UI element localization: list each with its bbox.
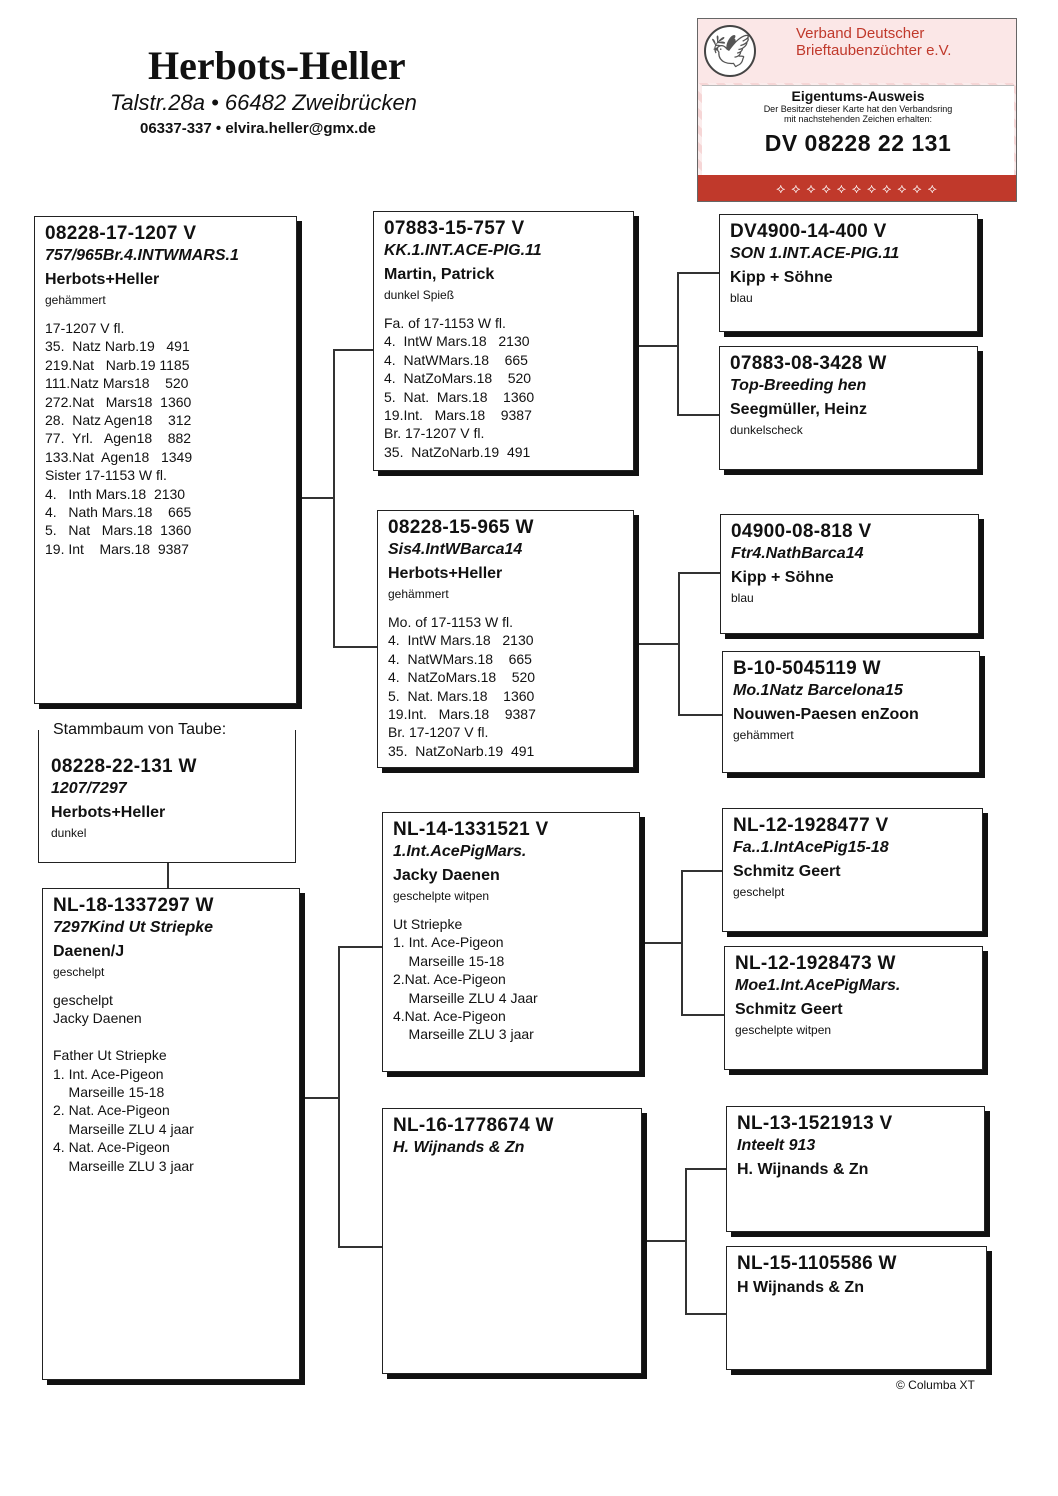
father-notes: 17-1207 V fl. 35. Natz Narb.19 491 219.Nat Narb.19 1185 111.Natz Mars18 520 272.Nat Mars18 1360 28. Natz Agen18 312 77. Yrl. Agen18 882 133.Nat Agen18 1349 Sister 17-1153 W fl. 4. Inth Mars.18 2130 4. Nath Mars.18 665 5. Nat Mars.18 1360 19. Int Mars.18 9387 (45, 320, 193, 557)
father-box (34, 216, 297, 704)
mm-ring: NL-16-1778674 W (393, 1115, 554, 1136)
connector (333, 349, 335, 647)
breeder-contact: 06337-337 • elvira.heller@gmx.de (140, 120, 376, 137)
connector (640, 942, 682, 944)
mfm-box (724, 946, 983, 1070)
subject-ring: 08228-22-131 W (51, 756, 197, 777)
card-text-line1: Der Besitzer dieser Karte hat den Verbandsring (763, 104, 953, 114)
bird-icon: 🕊 (710, 33, 751, 69)
mf-color: geschelpte witpen (393, 889, 490, 903)
mfm-owner: Schmitz Geert (735, 1001, 843, 1018)
mother-father-box (382, 812, 640, 1072)
fmf-ring: 04900-08-818 V (731, 521, 872, 542)
mf-notes: Ut Striepke 1. Int. Ace-Pigeon Marseille 15-18 2.Nat. Ace-Pigeon Marseille ZLU 4 Jaar 4.Nat. Ace-Pigeon Marseille ZLU 3 jaar (393, 916, 538, 1043)
subject-color: dunkel (51, 826, 87, 840)
bird-logo (704, 25, 756, 77)
mmf-box (726, 1106, 985, 1232)
fff-color: blau (730, 291, 753, 305)
fmm-title: Mo.1Natz Barcelona15 (733, 682, 903, 699)
card-header (698, 19, 1016, 83)
connector (678, 714, 722, 716)
mf-ring: NL-14-1331521 V (393, 819, 549, 840)
father-ring: 08228-17-1207 V (45, 223, 197, 244)
connector (338, 946, 340, 1247)
connector (333, 646, 377, 648)
father-title: 757/965Br.4.INTWMARS.1 (45, 247, 239, 264)
fmf-owner: Kipp + Söhne (731, 569, 834, 586)
ff-owner: Martin, Patrick (384, 266, 495, 283)
connector (677, 272, 722, 274)
fmf-box (720, 514, 979, 634)
mother-ring: NL-18-1337297 W (53, 895, 214, 916)
connector (167, 863, 169, 888)
father-color: gehämmert (45, 293, 106, 307)
fmm-box (722, 651, 980, 773)
ffm-owner: Seegmüller, Heinz (730, 401, 867, 418)
connector (678, 572, 680, 715)
subject-title: 1207/7297 (51, 780, 127, 797)
fmm-color: gehämmert (733, 728, 794, 742)
connector (642, 1240, 686, 1242)
connector (685, 1168, 726, 1170)
mfm-title: Moe1.Int.AcePigMars. (735, 977, 901, 994)
fm-color: gehämmert (388, 587, 449, 601)
ff-title: KK.1.INT.ACE-PIG.11 (384, 242, 542, 259)
ffm-box (719, 346, 978, 470)
subject-owner: Herbots+Heller (51, 804, 166, 821)
connector (677, 414, 719, 416)
card-body (702, 85, 1014, 177)
connector (297, 497, 334, 499)
card-organization (796, 25, 951, 59)
mmm-owner: H Wijnands & Zn (737, 1279, 864, 1296)
ff-color: dunkel Spieß (384, 288, 455, 302)
card-number: DV 08228 22 131 (764, 130, 952, 156)
mother-box (42, 888, 300, 1380)
ffm-ring: 07883-08-3428 W (730, 353, 887, 374)
fmf-title: Ftr4.NathBarca14 (731, 545, 864, 562)
connector (333, 349, 373, 351)
mff-ring: NL-12-1928477 V (733, 815, 889, 836)
father-mother-box (377, 510, 634, 768)
fm-notes: Mo. of 17-1153 W fl. 4. IntW Mars.18 2130 4. NatWMars.18 665 4. NatZoMars.18 520 5. Nat. Mars.18 1360 19.Int. Mars.18 9387 Br. 17-1207 V fl. 35. NatZoNarb.19 491 (388, 614, 536, 759)
connector (634, 345, 678, 347)
fmm-owner: Nouwen-Paesen enZoon (733, 706, 919, 723)
ffm-title: Top-Breeding hen (730, 377, 867, 394)
card-text-line2: mit nachstehenden Zeichen erhalten: (783, 114, 933, 124)
card-title: Eigentums-Ausweis (791, 88, 925, 104)
mother-owner: Daenen/J (53, 943, 125, 960)
fm-ring: 08228-15-965 W (388, 517, 534, 538)
breeder-address: Talstr.28a • 66482 Zweibrücken (110, 90, 417, 115)
mff-title: Fa..1.IntAcePig15-18 (733, 839, 889, 856)
mmm-box (726, 1246, 987, 1370)
breeder-name: Herbots-Heller (148, 43, 406, 88)
connector (681, 870, 683, 1015)
connector (681, 1014, 724, 1016)
mmm-ring: NL-15-1105586 W (737, 1253, 897, 1274)
mf-title: 1.Int.AcePigMars. (393, 843, 527, 860)
mff-box (722, 808, 983, 932)
mf-owner: Jacky Daenen (393, 867, 500, 884)
father-father-box (373, 211, 634, 471)
connector (338, 1246, 382, 1248)
mmf-ring: NL-13-1521913 V (737, 1113, 893, 1134)
ff-ring: 07883-15-757 V (384, 218, 525, 239)
subject-box (38, 721, 296, 863)
connector (338, 946, 382, 948)
ff-notes: Fa. of 17-1153 W fl. 4. IntW Mars.18 2130 4. NatWMars.18 665 4. NatZoMars.18 520 5. Nat. Mars.18 1360 19.Int. Mars.18 9387 Br. 17-1207 V fl. 35. NatZoNarb.19 491 (384, 315, 535, 460)
footer-credit: © Columba XT (896, 1378, 975, 1392)
connector (300, 1097, 339, 1099)
fmf-color: blau (731, 591, 754, 605)
card-org-line2: Brieftaubenzüchter e.V. (796, 42, 952, 59)
mother-mother-box (382, 1108, 642, 1374)
connector (681, 870, 722, 872)
mother-notes: geschelpt Jacky Daenen Father Ut Striepke 1. Int. Ace-Pigeon Marseille 15-18 2. Nat. Ace-Pigeon Marseille ZLU 4 jaar 4. Nat. Ace-Pigeon Marseille ZLU 3 jaar (53, 992, 194, 1174)
fmm-ring: B-10-5045119 W (733, 658, 881, 679)
fff-title: SON 1.INT.ACE-PIG.11 (730, 245, 900, 262)
mm-owner: H. Wijnands & Zn (393, 1139, 525, 1156)
card-org-line1: Verband Deutscher (796, 25, 925, 42)
fff-ring: DV4900-14-400 V (730, 221, 887, 242)
mmf-owner: H. Wijnands & Zn (737, 1161, 869, 1178)
connector (634, 643, 679, 645)
ffm-color: dunkelscheck (730, 423, 803, 437)
mfm-ring: NL-12-1928473 W (735, 953, 896, 974)
mmf-title: Inteelt 913 (737, 1137, 816, 1154)
pedigree-label: Stammbaum von Taube: (47, 721, 232, 739)
connector (677, 272, 679, 415)
connector (678, 572, 720, 574)
fm-owner: Herbots+Heller (388, 565, 503, 582)
mfm-color: geschelpte witpen (735, 1023, 832, 1037)
card-pattern-band: ⟡ ⟡ ⟡ ⟡ ⟡ ⟡ ⟡ ⟡ ⟡ ⟡ ⟡ (698, 175, 1016, 201)
fff-owner: Kipp + Söhne (730, 269, 833, 286)
mother-color: geschelpt (53, 965, 105, 979)
fm-title: Sis4.IntWBarca14 (388, 541, 523, 558)
mff-color: geschelpt (733, 885, 785, 899)
connector (685, 1313, 726, 1315)
ownership-card (697, 18, 1017, 202)
father-owner: Herbots+Heller (45, 271, 160, 288)
connector (685, 1168, 687, 1314)
fff-box (719, 214, 978, 332)
mff-owner: Schmitz Geert (733, 863, 841, 880)
mother-title: 7297Kind Ut Striepke (53, 919, 214, 936)
